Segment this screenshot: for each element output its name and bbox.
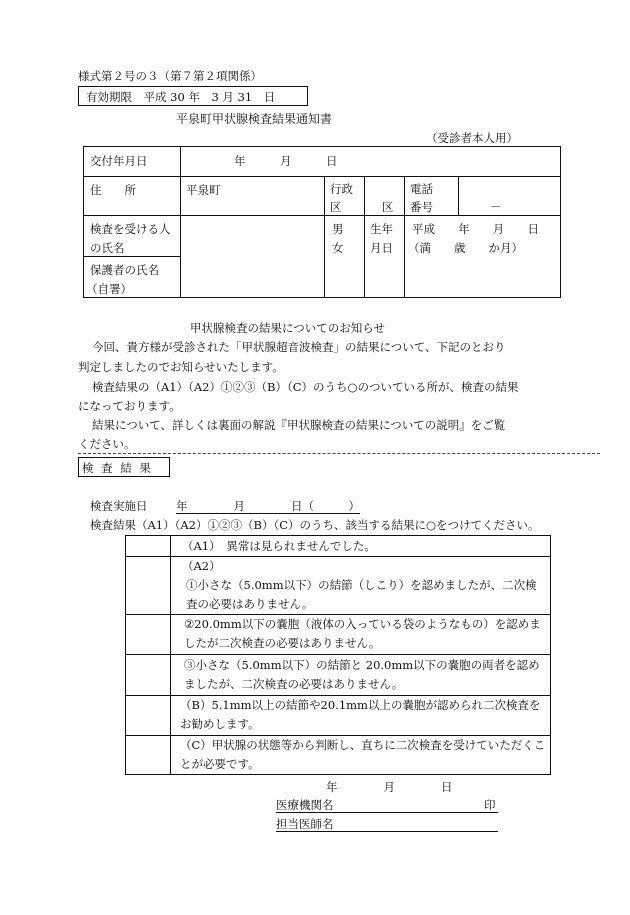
table-divider bbox=[180, 146, 181, 298]
district-suffix: 区 bbox=[382, 200, 394, 214]
table-divider bbox=[404, 176, 405, 298]
table-divider bbox=[83, 215, 561, 216]
result-row-a2-1: ①小さな（5.0mm以下）の結節（しこり）を認めましたが、二次検査の必要はありません。 bbox=[186, 578, 537, 611]
birth-value-1: 平成 年 月 日 bbox=[412, 222, 539, 236]
exam-date-label: 検査実施日 bbox=[90, 499, 148, 513]
phone-dash: － bbox=[490, 200, 502, 214]
guardian-label-2: （自署） bbox=[86, 282, 132, 296]
result-row-a2-2: ②20.0mm以下の嚢胞（液体の入っている袋のようなもの）を認めましたが二次検査の必要はありません。 bbox=[184, 617, 541, 650]
result-row-a1: （A1） 異常は見られませんでした。 bbox=[182, 539, 376, 553]
table-divider bbox=[324, 176, 325, 298]
examinee-label-1: 検査を受ける人 bbox=[90, 222, 171, 236]
institution-label: 医療機関名 bbox=[276, 798, 334, 812]
result-instruction: 検査結果（A1）（A2）①②③（B）（C）のうち、該当する結果に○をつけてください。 bbox=[90, 518, 540, 532]
birth-value-2: （満 歳 か月） bbox=[408, 241, 523, 255]
issue-date-label: 交付年月日 bbox=[90, 154, 148, 168]
result-row-a2-label: （A2） bbox=[182, 559, 221, 573]
seal-mark: 印 bbox=[484, 798, 496, 812]
district-label-1: 行政 bbox=[330, 182, 353, 196]
table-divider bbox=[83, 176, 561, 177]
birth-label-2: 月日 bbox=[370, 241, 393, 255]
issue-date-value: 年 月 日 bbox=[234, 154, 338, 168]
footer-date: 年 月 日 bbox=[326, 780, 453, 794]
table-divider bbox=[170, 535, 171, 775]
table-divider bbox=[364, 176, 365, 298]
cut-line bbox=[78, 453, 600, 454]
doctor-label: 担当医師名 bbox=[276, 817, 334, 831]
notice-heading: 甲状腺検査の結果についてのお知らせ bbox=[190, 321, 385, 335]
notice-line: 今回、貴方様が受診された「甲状腺超音波検査」の結果について、下記のとおり bbox=[92, 340, 506, 354]
result-row-c: （C）甲状腺の状態等から判断し、直ちに二次検査を受けていただくことが必要です。 bbox=[180, 738, 546, 771]
notice-line: 結果について、詳しくは裏面の解説『甲状腺検査の結果についての説明』をご覧 bbox=[92, 418, 506, 432]
table-divider bbox=[125, 654, 551, 655]
table-divider bbox=[83, 256, 180, 257]
phone-label-2: 番号 bbox=[410, 200, 433, 214]
birth-label-1: 生年 bbox=[370, 222, 393, 236]
table-divider bbox=[458, 176, 459, 215]
address-label: 住 所 bbox=[90, 183, 136, 197]
examinee-label-2: の氏名 bbox=[90, 241, 125, 255]
notice-line: 判定しましたのでお知らせいたします。 bbox=[78, 360, 284, 374]
page-title: 平泉町甲状腺検査結果通知書 bbox=[176, 112, 333, 126]
guardian-label-1: 保護者の氏名 bbox=[90, 263, 159, 277]
exam-date-value: 年 月 日（ ） bbox=[176, 499, 360, 513]
address-value: 平泉町 bbox=[186, 183, 221, 197]
copy-for: （受診者本人用） bbox=[426, 131, 518, 145]
validity-text: 有効期限 平成 30 年 3 月 31 日 bbox=[86, 90, 276, 104]
sex-male: 男 bbox=[332, 222, 344, 236]
district-label-2: 区 bbox=[330, 200, 342, 214]
result-row-a2-3: ③小さな（5.0mm以下）の結節と 20.0mm以下の嚢胞の両者を認めましたが、二次検査の必要はありません。 bbox=[184, 658, 540, 691]
notice-line: ください。 bbox=[78, 437, 136, 451]
sex-female: 女 bbox=[332, 241, 344, 255]
result-row-b: （B）5.1mm以上の結節や20.1mm以上の嚢胞が認められ二次検査をお勧めします。 bbox=[180, 698, 541, 731]
form-number: 様式第２号の３（第７第２項関係） bbox=[78, 69, 262, 83]
notice-line: 検査結果の（A1）（A2）①②③（B）（C）のうち○のついている所が、検査の結果 bbox=[92, 380, 519, 394]
result-label: 検 査 結 果 bbox=[82, 461, 153, 475]
phone-label-1: 電話 bbox=[410, 182, 433, 196]
notice-line: になっております。 bbox=[78, 399, 181, 413]
